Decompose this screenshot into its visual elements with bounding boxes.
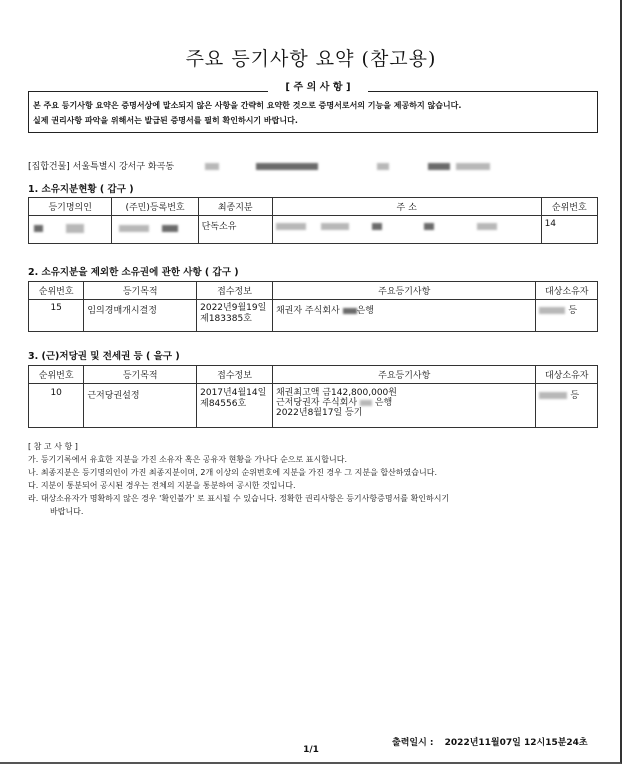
reference-item: 가. 등기기록에서 유효한 지분을 가진 소유자 혹은 공유자 현황을 가나다 순으로 표시합니다. <box>28 455 347 464</box>
owner-suffix: 등 <box>568 306 578 316</box>
reference-item: 바랍니다. <box>50 507 84 516</box>
redacted-block <box>428 163 450 170</box>
owner-suffix: 등 <box>570 391 580 401</box>
section2-heading: 2. 소유지분을 제외한 소유권에 관한 사항 ( 갑구 ) <box>28 267 239 278</box>
redacted-block <box>205 163 219 170</box>
section3-heading: 3. (근)저당권 및 전세권 등 ( 을구 ) <box>28 351 180 362</box>
receipt-cell <box>197 384 273 428</box>
header-cell: 주요등기사항 <box>272 282 535 300</box>
mortgagee-bank: 은행 <box>374 398 393 408</box>
table-header-row <box>29 282 598 300</box>
max-claim-amount: 채권최고액 금142,800,000원 <box>275 388 397 398</box>
redacted-block <box>119 225 149 232</box>
notice-box <box>28 91 598 133</box>
reference-item: 나. 최종지분은 등기명의인이 가진 최종지분이며, 2개 이상의 순위번호에 지분을 가진 경우 그 지분을 합산하였습니다. <box>28 468 437 477</box>
output-time: 2022년11월07일 12시15분24초 <box>444 738 588 748</box>
redacted-block <box>66 224 84 233</box>
creditor-bank: 은행 <box>356 306 374 316</box>
reference-heading: [ 참 고 사 항 ] <box>28 442 78 451</box>
notice-line-2: 실제 권리사항 파악을 위해서는 발급된 증명서를 필히 확인하시기 바랍니다. <box>33 116 298 125</box>
ownership-table <box>28 197 598 244</box>
table-row <box>29 300 598 332</box>
details-cell <box>272 300 535 332</box>
redacted-block <box>360 400 372 406</box>
redacted-block <box>343 308 357 314</box>
mortgage-table <box>28 365 598 428</box>
registration-note: 2022년8월17일 등기 <box>275 408 363 418</box>
details-cell <box>272 384 535 428</box>
header-cell: 주요등기사항 <box>272 366 535 384</box>
header-cell: 접수정보 <box>197 282 273 300</box>
target-owner-cell <box>536 384 598 428</box>
table-row <box>29 216 598 244</box>
rank-cell: 15 <box>29 300 84 332</box>
header-cell: 주 소 <box>272 198 541 216</box>
table-header-row <box>29 198 598 216</box>
output-label: 출력일시 : <box>392 738 434 748</box>
receipt-date: 2022년9월19일 <box>200 303 267 313</box>
redacted-block <box>539 307 565 314</box>
header-cell: 접수정보 <box>197 366 273 384</box>
header-cell: 순위번호 <box>29 282 84 300</box>
receipt-date: 2017년4월14일 <box>200 388 267 398</box>
header-cell: 대상소유자 <box>536 366 598 384</box>
redacted-block <box>276 223 306 230</box>
receipt-cell <box>197 300 273 332</box>
receipt-number: 제183385호 <box>200 314 252 324</box>
header-cell: 등기명의인 <box>29 198 112 216</box>
ownership-rights-table <box>28 281 598 332</box>
page-title: 주요 등기사항 요약 (참고용) <box>185 48 437 70</box>
address-text: [집합건물] 서울특별시 강서구 화곡동 <box>28 162 175 172</box>
mortgagee-text: 근저당권자 주식회사 <box>275 398 358 408</box>
redacted-block <box>321 223 349 230</box>
reference-item: 라. 대상소유자가 명확하지 않은 경우 '확인불가' 로 표시될 수 있습니다. 정확한 권리사항은 등기사항증명서를 확인하시기 <box>28 494 450 503</box>
redacted-block <box>424 223 434 230</box>
redacted-block <box>256 163 318 170</box>
target-owner-cell <box>536 300 598 332</box>
header-cell: 순위번호 <box>541 198 597 216</box>
registration-number-cell <box>112 216 198 244</box>
property-address <box>28 159 490 172</box>
owner-name-cell <box>29 216 112 244</box>
redacted-block <box>372 223 382 230</box>
table-header-row <box>29 366 598 384</box>
header-cell: (주민)등록번호 <box>112 198 198 216</box>
section1-heading: 1. 소유지분현황 ( 갑구 ) <box>28 184 134 195</box>
redacted-block <box>34 225 43 232</box>
final-share-cell: 단독소유 <box>198 216 272 244</box>
header-cell: 순위번호 <box>29 366 84 384</box>
page-number: 1/1 <box>303 745 319 755</box>
purpose-cell: 근저당권설정 <box>84 384 197 428</box>
redacted-block <box>539 392 567 399</box>
rank-cell: 14 <box>541 216 597 244</box>
owner-address-cell <box>272 216 541 244</box>
header-cell: 최종지분 <box>198 198 272 216</box>
reference-notes <box>28 440 449 518</box>
redacted-block <box>162 225 178 232</box>
redacted-block <box>456 163 490 170</box>
redacted-block <box>477 223 497 230</box>
header-cell: 등기목적 <box>84 282 197 300</box>
notice-heading: [ 주 의 사 항 ] <box>268 78 368 93</box>
rank-cell: 10 <box>29 384 84 428</box>
notice-line-1: 본 주요 등기사항 요약은 증명서상에 말소되지 않은 사항을 간략히 요약한 것으로 증명서로서의 기능을 제공하지 않습니다. <box>33 101 462 110</box>
table-row <box>29 384 598 428</box>
creditor-text: 채권자 주식회사 <box>275 306 343 316</box>
mortgagee <box>276 398 532 408</box>
redacted-block <box>377 163 389 170</box>
receipt-number: 제84556호 <box>200 399 247 409</box>
purpose-cell: 임의경매개시결정 <box>84 300 197 332</box>
reference-item: 다. 지분이 통분되어 공시된 경우는 전체의 지분을 통분하여 공시한 것입니다. <box>28 481 296 490</box>
header-cell: 대상소유자 <box>536 282 598 300</box>
header-cell: 등기목적 <box>84 366 197 384</box>
